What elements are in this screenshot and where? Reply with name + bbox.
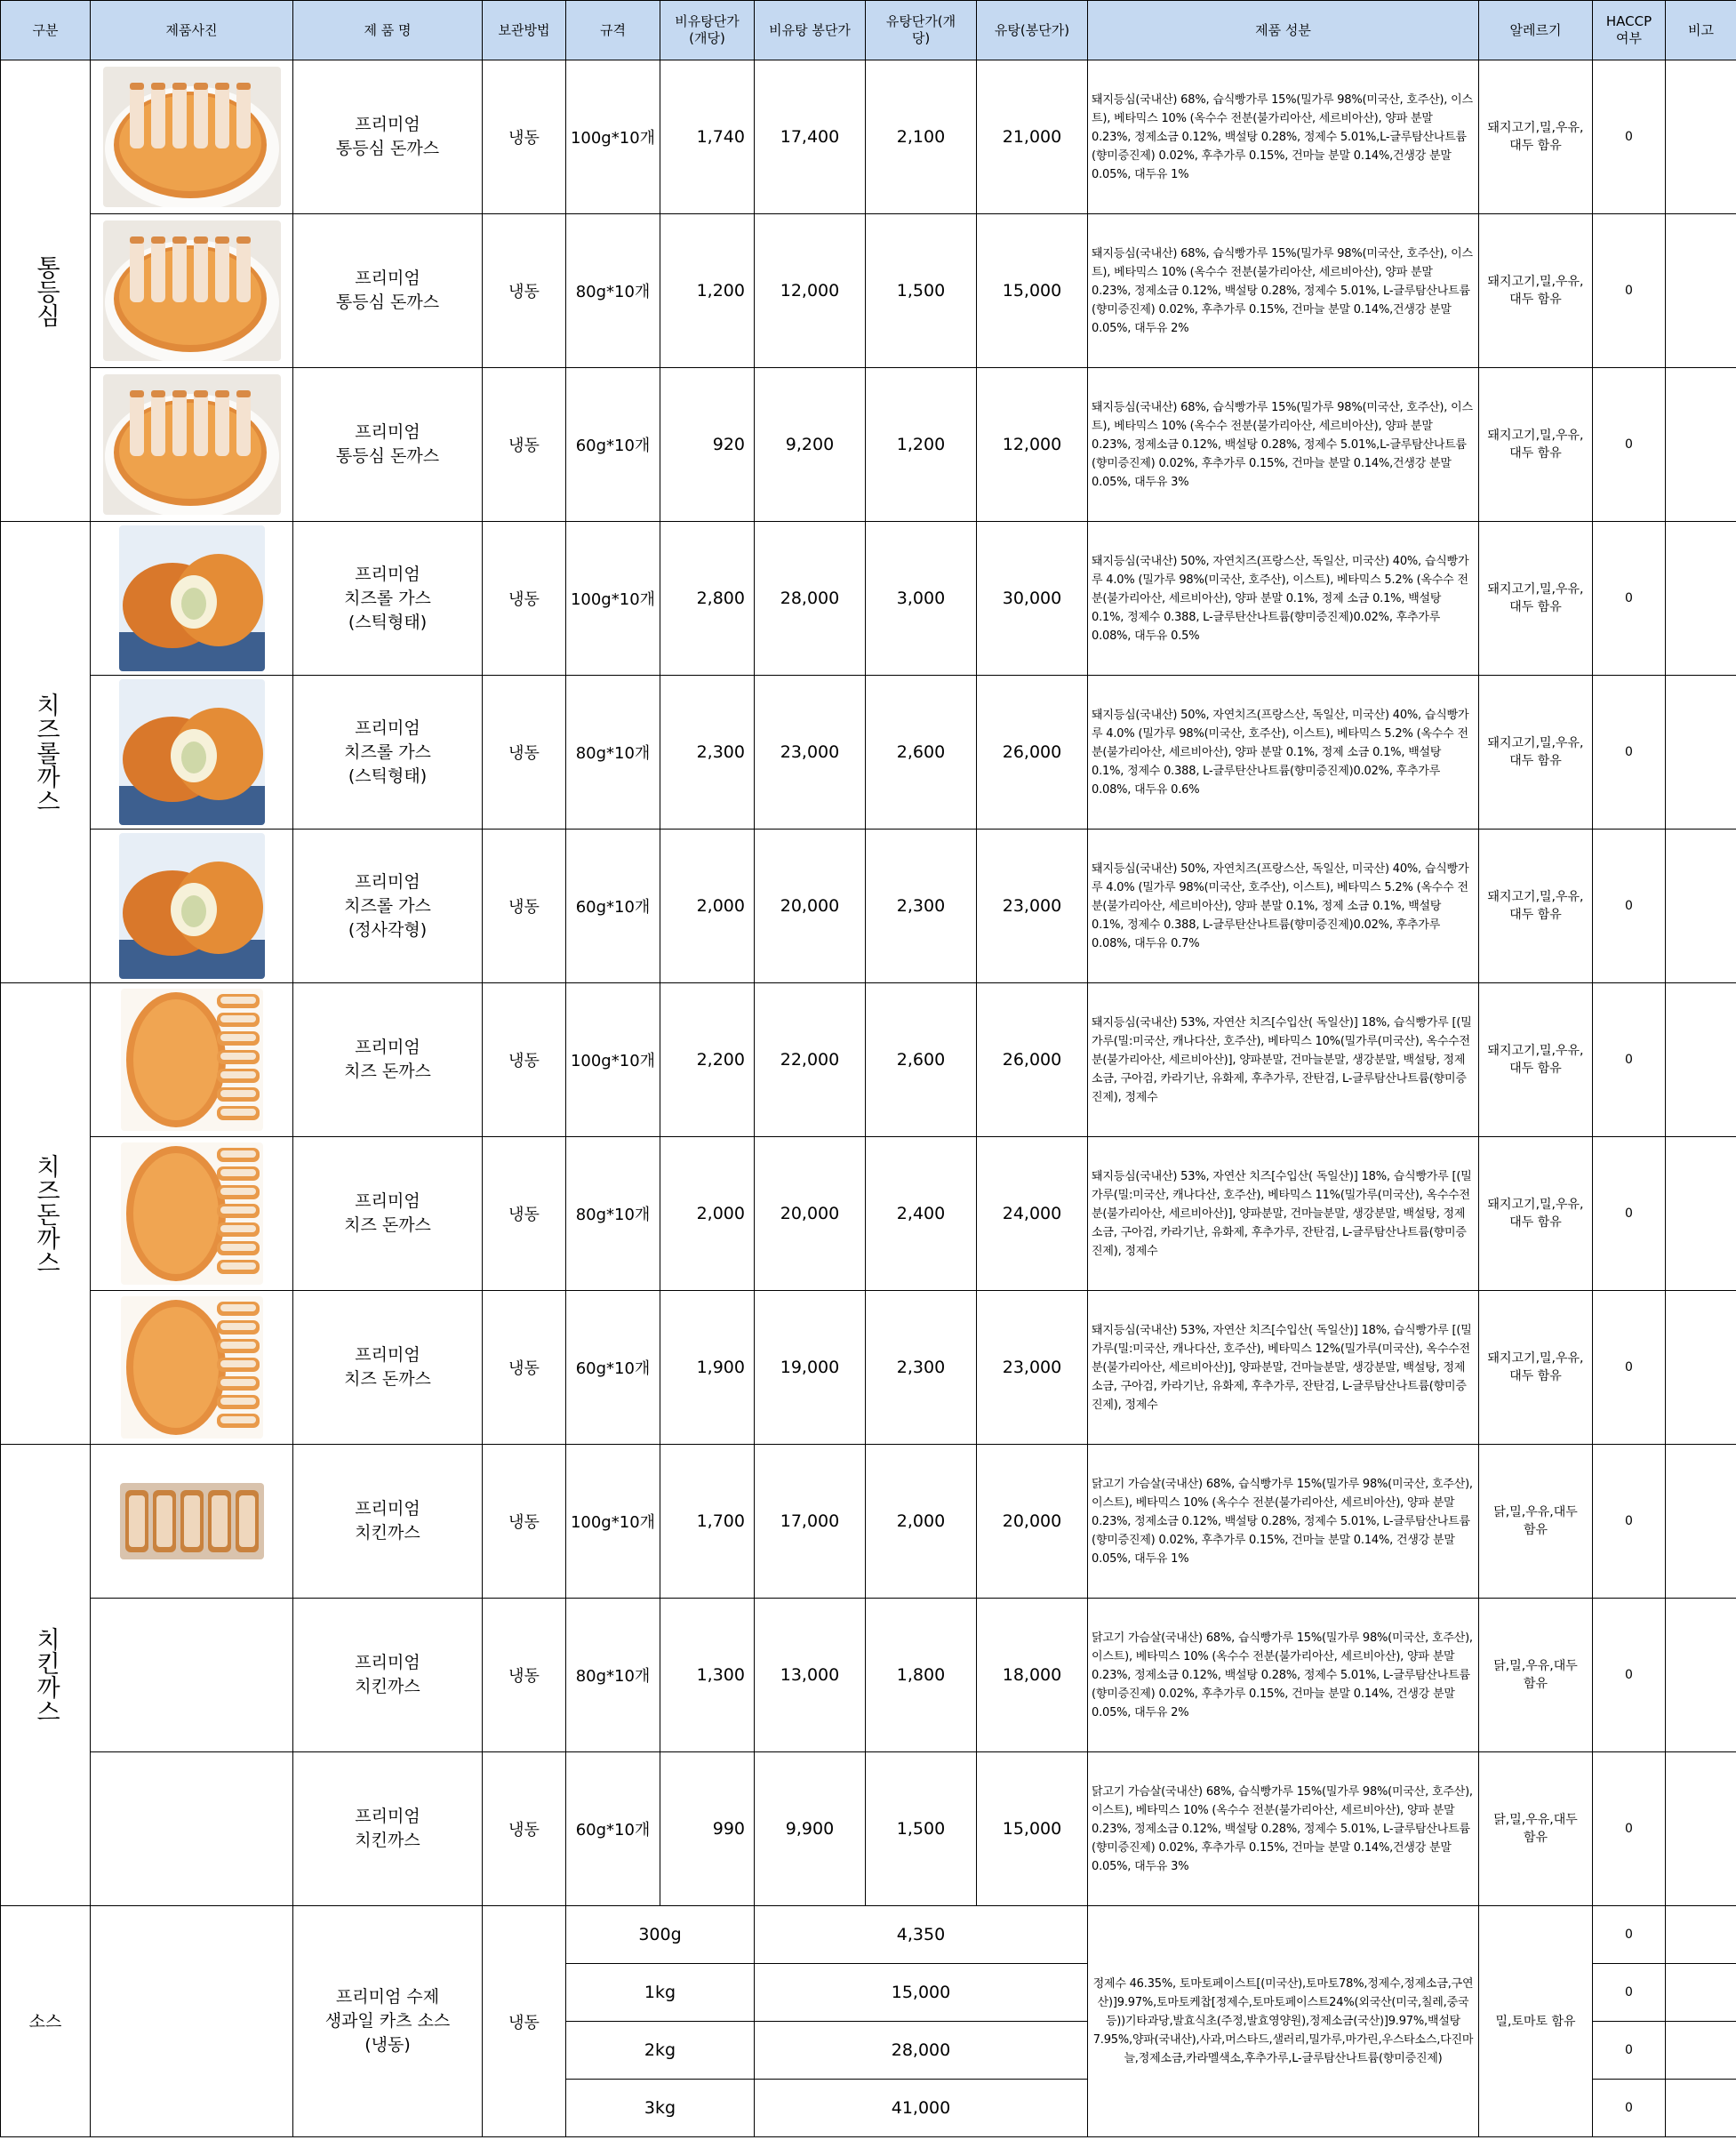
tax-pack-price: 15,000 <box>977 214 1088 368</box>
spec-cell: 80g*10개 <box>566 676 660 830</box>
product-name: 프리미엄 치즈롤 가스 (스틱형태) <box>293 522 483 676</box>
sauce-photo-cell <box>91 1906 293 2137</box>
nontax-unit-price: 1,300 <box>660 1599 755 1752</box>
sauce-haccp: 0 <box>1593 1906 1666 1964</box>
allergy-cell: 닭,밀,우유,대두 함유 <box>1479 1752 1593 1906</box>
storage-cell: 냉동 <box>483 1137 566 1291</box>
category-cell <box>1 60 91 522</box>
tax-unit-price: 1,800 <box>866 1599 977 1752</box>
tax-unit-price: 2,600 <box>866 676 977 830</box>
nontax-pack-price: 9,900 <box>755 1752 866 1906</box>
note-cell <box>1666 1445 1736 1599</box>
storage-cell: 냉동 <box>483 1291 566 1445</box>
category-cell <box>1 1445 91 1906</box>
tax-pack-price: 26,000 <box>977 983 1088 1137</box>
spec-cell: 60g*10개 <box>566 1291 660 1445</box>
sauce-storage: 냉동 <box>483 1906 566 2137</box>
tax-unit-price: 1,500 <box>866 1752 977 1906</box>
storage-cell: 냉동 <box>483 1752 566 1906</box>
haccp-cell: 0 <box>1593 1445 1666 1599</box>
nontax-unit-price: 2,000 <box>660 1137 755 1291</box>
product-name: 프리미엄 치즈롤 가스 (정사각형) <box>293 830 483 983</box>
spec-cell: 100g*10개 <box>566 983 660 1137</box>
header-ingredients: 제품 성분 <box>1088 1 1479 60</box>
tax-pack-price: 20,000 <box>977 1445 1088 1599</box>
storage-cell: 냉동 <box>483 214 566 368</box>
category-label: 치킨까스 <box>32 1627 60 1723</box>
tax-unit-price: 2,600 <box>866 983 977 1137</box>
ingredients-cell: 닭고기 가슴살(국내산) 68%, 습식빵가루 15%(밀가루 98%(미국산, 호주산), 이스트), 베타믹스 10% (옥수수 전분(불가리아산, 세르비아산), 양파 분말 0.23%, 정제소금 0.12%, 백설탕 0.28%, 정제수 5.01%, L-글루탐산나트륨(향미증진제) 0.02%, 후추가루 0.15%, 건마늘 분말 0.14%,건생강 분말 0.05%, 대두유 3% <box>1088 1752 1479 1906</box>
pork-cutlet-photo <box>103 220 281 361</box>
product-photo-cell <box>91 1291 293 1445</box>
sauce-price: 15,000 <box>755 1964 1088 2022</box>
nontax-pack-price: 22,000 <box>755 983 866 1137</box>
table-row <box>1 1752 1736 1906</box>
haccp-cell: 0 <box>1593 1752 1666 1906</box>
nontax-pack-price: 28,000 <box>755 522 866 676</box>
nontax-pack-price: 23,000 <box>755 676 866 830</box>
spec-cell: 100g*10개 <box>566 60 660 214</box>
sauce-spec: 1kg <box>566 1964 755 2022</box>
allergy-cell: 돼지고기,밀,우유, 대두 함유 <box>1479 60 1593 214</box>
nontax-pack-price: 12,000 <box>755 214 866 368</box>
pork-cutlet-photo <box>103 67 281 207</box>
header-spec: 규격 <box>566 1 660 60</box>
storage-cell: 냉동 <box>483 368 566 522</box>
allergy-cell: 닭,밀,우유,대두 함유 <box>1479 1599 1593 1752</box>
header-nontax-pack: 비유탕 봉단가 <box>755 1 866 60</box>
haccp-cell: 0 <box>1593 1137 1666 1291</box>
ingredients-cell: 돼지등심(국내산) 50%, 자연치즈(프랑스산, 독일산, 미국산) 40%, 습식빵가루 4.0% (밀가루 98%(미국산, 호주산), 이스트), 베타믹스 5.2% (옥수수 전분(불가리아산, 세르비아산), 양파 분말 0.1%, 정제 소금 0.1%, 백설탕 0.1%, 정제수 0.388, L-글루탄산나트륨(향미증진제)0.02%, 후추가루 0.08%, 대두유 0.6% <box>1088 676 1479 830</box>
tax-unit-price: 2,300 <box>866 830 977 983</box>
haccp-cell: 0 <box>1593 522 1666 676</box>
nontax-pack-price: 20,000 <box>755 830 866 983</box>
tax-pack-price: 24,000 <box>977 1137 1088 1291</box>
product-name: 프리미엄 통등심 돈까스 <box>293 60 483 214</box>
allergy-cell: 돼지고기,밀,우유, 대두 함유 <box>1479 983 1593 1137</box>
product-name: 프리미엄 치킨까스 <box>293 1445 483 1599</box>
product-name: 프리미엄 치즈 돈까스 <box>293 1137 483 1291</box>
sauce-spec: 3kg <box>566 2080 755 2137</box>
allergy-cell: 돼지고기,밀,우유, 대두 함유 <box>1479 368 1593 522</box>
note-cell <box>1666 2022 1736 2080</box>
note-cell <box>1666 676 1736 830</box>
pork-cutlet-photo <box>103 374 281 515</box>
allergy-cell: 돼지고기,밀,우유, 대두 함유 <box>1479 214 1593 368</box>
spec-cell: 80g*10개 <box>566 1599 660 1752</box>
nontax-unit-price: 2,000 <box>660 830 755 983</box>
tax-pack-price: 18,000 <box>977 1599 1088 1752</box>
table-row <box>1 983 1736 1137</box>
tax-unit-price: 2,000 <box>866 1445 977 1599</box>
product-name: 프리미엄 치즈 돈까스 <box>293 983 483 1137</box>
product-photo-cell <box>91 983 293 1137</box>
sauce-price: 41,000 <box>755 2080 1088 2137</box>
nontax-unit-price: 920 <box>660 368 755 522</box>
header-tax-unit: 유탕단가(개 당) <box>866 1 977 60</box>
ingredients-cell: 돼지등심(국내산) 68%, 습식빵가루 15%(밀가루 98%(미국산, 호주산), 이스트), 베타믹스 10% (옥수수 전분(불가리아산, 세르비아산), 양파 분말 0.23%, 정제소금 0.12%, 백설탕 0.28%, 정제수 5.01%,L-글루탐산나트륨(향미증진제) 0.02%, 후추가루 0.15%, 건마늘 분말 0.14%,건생강 분말 0.05%, 대두유 1% <box>1088 60 1479 214</box>
ingredients-cell: 돼지등심(국내산) 50%, 자연치즈(프랑스산, 독일산, 미국산) 40%, 습식빵가루 4.0% (밀가루 98%(미국산, 호주산), 이스트), 베타믹스 5.2% (옥수수 전분(불가리아산, 세르비아산), 양파 분말 0.1%, 정제 소금 0.1%, 백설탕 0.1%, 정제수 0.388, L-글루탄산나트륨(향미증진제)0.02%, 후추가루 0.08%, 대두유 0.7% <box>1088 830 1479 983</box>
spec-cell: 80g*10개 <box>566 1137 660 1291</box>
ingredients-cell: 돼지등심(국내산) 53%, 자연산 치즈[수입산( 독일산)] 18%, 습식빵가루 [(밀가루(밀:미국산, 캐나다산, 호주산), 베타믹스 12%(밀가루(미국산), 옥수수전분(불가리아산, 세르비아산)], 양파분말, 건마늘분말, 생강분말, 백설탕, 정제소금, 구아검, 카라기난, 유화제, 후추가루, 잔탄검, L-글루탐산나트륨(향미증진제), 정제수 <box>1088 1291 1479 1445</box>
haccp-cell: 0 <box>1593 676 1666 830</box>
note-cell <box>1666 214 1736 368</box>
allergy-cell: 돼지고기,밀,우유, 대두 함유 <box>1479 1291 1593 1445</box>
nontax-pack-price: 17,400 <box>755 60 866 214</box>
product-name: 프리미엄 치킨까스 <box>293 1599 483 1752</box>
storage-cell: 냉동 <box>483 1599 566 1752</box>
note-cell <box>1666 1964 1736 2022</box>
nontax-unit-price: 990 <box>660 1752 755 1906</box>
storage-cell: 냉동 <box>483 676 566 830</box>
storage-cell: 냉동 <box>483 830 566 983</box>
tax-unit-price: 2,300 <box>866 1291 977 1445</box>
haccp-cell: 0 <box>1593 368 1666 522</box>
ingredients-cell: 돼지등심(국내산) 53%, 자연산 치즈[수입산( 독일산)] 18%, 습식빵가루 [(밀가루(밀:미국산, 캐나다산, 호주산), 베타믹스 10%(밀가루(미국산), 옥수수전분(불가리아산, 세르비아산)], 양파분말, 건마늘분말, 생강분말, 백설탕, 정제소금, 구아검, 카라기난, 유화제, 후추가루, 잔탄검, L-글루탐산나트륨(향미증진제), 정제수 <box>1088 983 1479 1137</box>
header-storage: 보관방법 <box>483 1 566 60</box>
haccp-cell: 0 <box>1593 1599 1666 1752</box>
nontax-unit-price: 2,200 <box>660 983 755 1137</box>
haccp-cell: 0 <box>1593 60 1666 214</box>
note-cell <box>1666 1137 1736 1291</box>
tax-pack-price: 15,000 <box>977 1752 1088 1906</box>
haccp-cell: 0 <box>1593 983 1666 1137</box>
product-photo-cell <box>91 368 293 522</box>
spec-cell: 60g*10개 <box>566 830 660 983</box>
tax-unit-price: 1,500 <box>866 214 977 368</box>
tax-pack-price: 21,000 <box>977 60 1088 214</box>
note-cell <box>1666 2080 1736 2137</box>
table-row <box>1 1137 1736 1291</box>
allergy-cell: 돼지고기,밀,우유, 대두 함유 <box>1479 1137 1593 1291</box>
nontax-pack-price: 9,200 <box>755 368 866 522</box>
sauce-name: 프리미엄 수제 생과일 카츠 소스 (냉동) <box>293 1906 483 2137</box>
product-name: 프리미엄 치즈 돈까스 <box>293 1291 483 1445</box>
nontax-unit-price: 2,800 <box>660 522 755 676</box>
sauce-haccp: 0 <box>1593 1964 1666 2022</box>
category-label: 치즈돈까스 <box>32 1153 60 1274</box>
sauce-row <box>1 1906 1736 1964</box>
nontax-pack-price: 13,000 <box>755 1599 866 1752</box>
ingredients-cell: 돼지등심(국내산) 68%, 습식빵가루 15%(밀가루 98%(미국산, 호주산), 이스트), 베타믹스 10% (옥수수 전분(불가리아산, 세르비아산), 양파 분말 0.23%, 정제소금 0.12%, 백설탕 0.28%, 정제수 5.01%, L-글루탐산나트륨(향미증진제) 0.02%, 후추가루 0.15%, 건마늘 분말 0.14%,건생강 분말 0.05%, 대두유 2% <box>1088 214 1479 368</box>
product-photo-cell <box>91 522 293 676</box>
header-nontax-unit: 비유탕단가 (개당) <box>660 1 755 60</box>
product-name: 프리미엄 치킨까스 <box>293 1752 483 1906</box>
sauce-spec: 2kg <box>566 2022 755 2080</box>
spec-cell: 80g*10개 <box>566 214 660 368</box>
sauce-haccp: 0 <box>1593 2080 1666 2137</box>
table-row <box>1 214 1736 368</box>
cheese-cutlet-photo <box>121 1296 263 1439</box>
product-name: 프리미엄 통등심 돈까스 <box>293 368 483 522</box>
storage-cell: 냉동 <box>483 60 566 214</box>
note-cell <box>1666 1291 1736 1445</box>
header-category: 구분 <box>1 1 91 60</box>
storage-cell: 냉동 <box>483 1445 566 1599</box>
header-name: 제 품 명 <box>293 1 483 60</box>
tax-pack-price: 30,000 <box>977 522 1088 676</box>
header-row <box>1 1 1736 60</box>
cheese-cutlet-photo <box>121 989 263 1131</box>
product-photo-cell <box>91 1445 293 1599</box>
sauce-haccp: 0 <box>1593 2022 1666 2080</box>
cheese-roll-photo <box>119 679 265 825</box>
header-note: 비고 <box>1666 1 1736 60</box>
cheese-roll-photo <box>119 525 265 671</box>
category-cell <box>1 983 91 1445</box>
header-photo: 제품사진 <box>91 1 293 60</box>
spec-cell: 60g*10개 <box>566 368 660 522</box>
header-allergy: 알레르기 <box>1479 1 1593 60</box>
allergy-cell: 돼지고기,밀,우유, 대두 함유 <box>1479 522 1593 676</box>
note-cell <box>1666 522 1736 676</box>
sauce-spec: 300g <box>566 1906 755 1964</box>
allergy-cell: 닭,밀,우유,대두 함유 <box>1479 1445 1593 1599</box>
product-photo-cell <box>91 1752 293 1906</box>
ingredients-cell: 닭고기 가슴살(국내산) 68%, 습식빵가루 15%(밀가루 98%(미국산, 호주산), 이스트), 베타믹스 10% (옥수수 전분(불가리아산, 세르비아산), 양파 분말 0.23%, 정제소금 0.12%, 백설탕 0.28%, 정제수 5.01%, L-글루탐산나트륨(향미증진제) 0.02%, 후추가루 0.15%, 건마늘 분말 0.14%, 건생강 분말 0.05%, 대두유 2% <box>1088 1599 1479 1752</box>
tax-unit-price: 1,200 <box>866 368 977 522</box>
nontax-pack-price: 20,000 <box>755 1137 866 1291</box>
note-cell <box>1666 983 1736 1137</box>
ingredients-cell: 닭고기 가슴살(국내산) 68%, 습식빵가루 15%(밀가루 98%(미국산, 호주산), 이스트), 베타믹스 10% (옥수수 전분(불가리아산, 세르비아산), 양파 분말 0.23%, 정제소금 0.12%, 백설탕 0.28%, 정제수 5.01%, L-글루탐산나트륨(향미증진제) 0.02%, 후추가루 0.15%, 건마늘 분말 0.14%, 건생강 분말 0.05%, 대두유 1% <box>1088 1445 1479 1599</box>
tax-pack-price: 23,000 <box>977 830 1088 983</box>
haccp-cell: 0 <box>1593 1291 1666 1445</box>
product-photo-cell <box>91 1137 293 1291</box>
tax-pack-price: 12,000 <box>977 368 1088 522</box>
allergy-cell: 돼지고기,밀,우유, 대두 함유 <box>1479 830 1593 983</box>
product-photo-cell <box>91 676 293 830</box>
sauce-price: 28,000 <box>755 2022 1088 2080</box>
ingredients-cell: 돼지등심(국내산) 68%, 습식빵가루 15%(밀가루 98%(미국산, 호주산), 이스트), 베타믹스 10% (옥수수 전분(불가리아산, 세르비아산), 양파 분말 0.23%, 정제소금 0.12%, 백설탕 0.28%, 정제수 5.01%,L-글루탐산나트륨(향미증진제) 0.02%, 후추가루 0.15%, 건마늘 분말 0.14%,건생강 분말 0.05%, 대두유 3% <box>1088 368 1479 522</box>
haccp-cell: 0 <box>1593 214 1666 368</box>
chicken-cutlet-photo <box>120 1483 264 1559</box>
storage-cell: 냉동 <box>483 983 566 1137</box>
note-cell <box>1666 1906 1736 1964</box>
note-cell <box>1666 368 1736 522</box>
spec-cell: 100g*10개 <box>566 522 660 676</box>
note-cell <box>1666 1599 1736 1752</box>
cheese-cutlet-photo <box>121 1142 263 1285</box>
table-row <box>1 830 1736 983</box>
allergy-cell: 돼지고기,밀,우유, 대두 함유 <box>1479 676 1593 830</box>
sauce-allergy: 밀,토마토 함유 <box>1479 1906 1593 2137</box>
sauce-category: 소스 <box>1 1906 91 2137</box>
nontax-pack-price: 19,000 <box>755 1291 866 1445</box>
product-photo-cell <box>91 1599 293 1752</box>
tax-unit-price: 2,400 <box>866 1137 977 1291</box>
table-row <box>1 522 1736 676</box>
table-row <box>1 1445 1736 1599</box>
tax-unit-price: 2,100 <box>866 60 977 214</box>
table-body <box>1 60 1736 2137</box>
cheese-roll-photo <box>119 833 265 979</box>
note-cell <box>1666 60 1736 214</box>
product-photo-cell <box>91 830 293 983</box>
sauce-ingredients: 정제수 46.35%, 토마토페이스트[(미국산),토마토78%,정제수,정제소금,구연산)]9.97%,토마토케찹[정제수,토마토페이스트24%(외국산(미국,칠레,중국 등))기타과당,발효식초(주정,발효영양원),정제소금(국산)]9.97%,백설탕7.95%,양파(국내산),사과,머스타드,샐러리,밀가루,마가린,우스타소스,다진마늘,정제소금,카라멜색소,후추가루,L-글루탐산나트륨(향미증진제) <box>1088 1906 1479 2137</box>
product-photo-cell <box>91 60 293 214</box>
nontax-unit-price: 1,900 <box>660 1291 755 1445</box>
table-row <box>1 60 1736 214</box>
header-tax-pack: 유탕(봉단가) <box>977 1 1088 60</box>
tax-pack-price: 23,000 <box>977 1291 1088 1445</box>
category-label: 통등심 <box>32 254 60 327</box>
sauce-price: 4,350 <box>755 1906 1088 1964</box>
tax-pack-price: 26,000 <box>977 676 1088 830</box>
spec-cell: 100g*10개 <box>566 1445 660 1599</box>
ingredients-cell: 돼지등심(국내산) 53%, 자연산 치즈[수입산( 독일산)] 18%, 습식빵가루 [(밀가루(밀:미국산, 캐나다산, 호주산), 베타믹스 11%(밀가루(미국산), 옥수수전분(불가리아산, 세르비아산)], 양파분말, 건마늘분말, 생강분말, 백설탕, 정제소금, 구아검, 카라기난, 유화제, 후추가루, 잔탄검, L-글루탐산나트륨(향미증진제), 정제수 <box>1088 1137 1479 1291</box>
category-cell <box>1 522 91 983</box>
note-cell <box>1666 830 1736 983</box>
product-photo-cell <box>91 214 293 368</box>
nontax-unit-price: 2,300 <box>660 676 755 830</box>
product-name: 프리미엄 치즈롤 가스 (스틱형태) <box>293 676 483 830</box>
table-row <box>1 1291 1736 1445</box>
nontax-unit-price: 1,200 <box>660 214 755 368</box>
haccp-cell: 0 <box>1593 830 1666 983</box>
nontax-pack-price: 17,000 <box>755 1445 866 1599</box>
spec-cell: 60g*10개 <box>566 1752 660 1906</box>
nontax-unit-price: 1,700 <box>660 1445 755 1599</box>
tax-unit-price: 3,000 <box>866 522 977 676</box>
table-row <box>1 368 1736 522</box>
ingredients-cell: 돼지등심(국내산) 50%, 자연치즈(프랑스산, 독일산, 미국산) 40%, 습식빵가루 4.0% (밀가루 98%(미국산, 호주산), 이스트), 베타믹스 5.2% (옥수수 전분(불가리아산, 세르비아산), 양파 분말 0.1%, 정제 소금 0.1%, 백설탕 0.1%, 정제수 0.388, L-글루탄산나트륨(향미증진제)0.02%, 후추가루 0.08%, 대두유 0.5% <box>1088 522 1479 676</box>
product-name: 프리미엄 통등심 돈까스 <box>293 214 483 368</box>
category-label: 치즈롤까스 <box>32 692 60 813</box>
storage-cell: 냉동 <box>483 522 566 676</box>
table-row <box>1 1599 1736 1752</box>
nontax-unit-price: 1,740 <box>660 60 755 214</box>
note-cell <box>1666 1752 1736 1906</box>
header-haccp: HACCP 여부 <box>1593 1 1666 60</box>
table-row <box>1 676 1736 830</box>
